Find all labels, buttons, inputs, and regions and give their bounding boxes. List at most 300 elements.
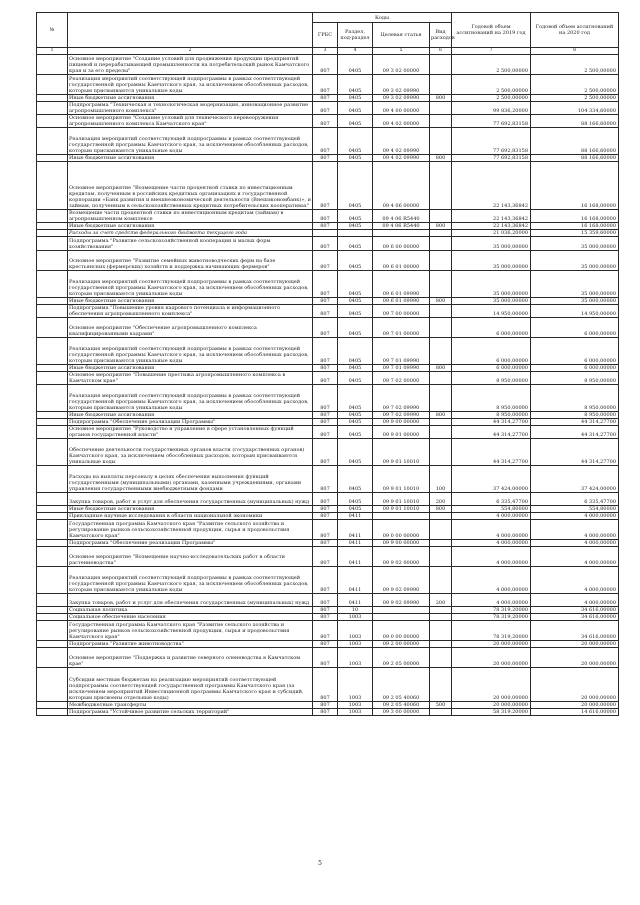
row-number-cell [37, 223, 68, 230]
row-name-cell: Основное мероприятие "Создание условий для продвижения продукции предприятий пищевой и перерабатывающей промышленности на потребительский рынок Камчатского края и за его пределы" [68, 55, 313, 75]
row-2019-cell: 44 314,27700 [452, 439, 531, 466]
row-name-cell: Социальная политика [68, 607, 313, 614]
row-grbs-cell: 807 [313, 75, 338, 95]
row-grbs-cell: 807 [313, 115, 338, 128]
header-target: Целевая статья [373, 23, 430, 48]
row-2020-cell: 34 616,00000 [531, 614, 619, 621]
row-grbs-cell [313, 230, 338, 237]
row-2019-cell: 37 424,00000 [452, 466, 531, 493]
row-2020-cell: 44 314,27700 [531, 426, 619, 439]
row-2020-cell: 2 500,00000 [531, 55, 619, 75]
row-target-cell: 09 7 02 09990 [373, 385, 430, 412]
row-vid-cell [430, 547, 452, 567]
column-number: 2 [68, 48, 313, 55]
row-2020-cell: 4 000,00000 [531, 520, 619, 540]
row-name-cell: Подпрограмма "Устойчивое развитие сельских территорий" [68, 709, 313, 716]
row-target-cell: 09 6 01 09990 [373, 271, 430, 298]
row-grbs-cell: 807 [313, 210, 338, 223]
row-name-cell: Возмещение части процентной ставки по инвестиционным кредитам (займам) в агропромышленном комплексе [68, 210, 313, 223]
row-name-cell: Иные бюджетные ассигнования [68, 155, 313, 162]
row-2019-cell: 77 692,83158 [452, 128, 531, 155]
row-grbs-cell: 807 [313, 621, 338, 641]
row-vid-cell [430, 614, 452, 621]
row-grbs-cell: 807 [313, 506, 338, 513]
row-vid-cell [430, 607, 452, 614]
row-2019-cell: 99 836,20000 [452, 102, 531, 115]
row-name-cell: Основное мероприятие "Создание условий для технического перевооружения агропромышленного комплекса Камчатского края" [68, 115, 313, 128]
header-codes: Коды [313, 13, 452, 23]
row-name-cell: Социальное обеспечение населения [68, 614, 313, 621]
row-razdel-cell: 1003 [338, 614, 373, 621]
table-row [37, 55, 619, 75]
row-2020-cell: 6 335,47700 [531, 493, 619, 506]
row-vid-cell [430, 439, 452, 466]
row-name-cell: Основное мероприятие "Руководство и управление в сфере установленных функций органов государственной власти" [68, 426, 313, 439]
row-number-cell [37, 251, 68, 271]
row-grbs-cell: 807 [313, 607, 338, 614]
row-razdel-cell: 1003 [338, 668, 373, 702]
row-name-cell: Обеспечение деятельности государственных органов власти (государственных органов) Камчатского края, за исключением обособленных расходов, которым присваиваются уникальные коды [68, 439, 313, 466]
row-razdel-cell: 0411 [338, 513, 373, 520]
row-vid-cell [430, 419, 452, 426]
row-razdel-cell: 0405 [338, 385, 373, 412]
row-razdel-cell: 0411 [338, 594, 373, 607]
row-name-cell: Подпрограмма "Обеспечение реализации Программы" [68, 540, 313, 547]
row-2020-cell: 104 334,60000 [531, 102, 619, 115]
row-name-cell: Субсидии местным бюджетам на реализацию мероприятий соответствующей подпрограммы соответствующей государственной программы Камчатского края (за исключением мероприятий Инвестиционной программы Камчатского края и субсидий, которым присвоены отдельные коды) [68, 668, 313, 702]
row-target-cell: 09 9 00 00000 [373, 419, 430, 426]
row-grbs-cell: 807 [313, 513, 338, 520]
row-target-cell: 09 2 05 00000 [373, 648, 430, 668]
row-number-cell [37, 540, 68, 547]
row-razdel-cell: 0405 [338, 210, 373, 223]
row-2020-cell: 2 500,00000 [531, 75, 619, 95]
row-target-cell: 09 4 02 00000 [373, 115, 430, 128]
row-2019-cell: 35 000,00000 [452, 251, 531, 271]
row-grbs-cell: 807 [313, 709, 338, 716]
row-target-cell: 09 9 00 00000 [373, 540, 430, 547]
row-vid-cell [430, 237, 452, 251]
row-razdel-cell [338, 230, 373, 237]
row-vid-cell [430, 210, 452, 223]
row-number-cell [37, 55, 68, 75]
row-2019-cell: 2 500,00000 [452, 55, 531, 75]
row-2020-cell: 34 616,00000 [531, 607, 619, 614]
row-2019-cell: 22 143,36842 [452, 210, 531, 223]
table-row [37, 439, 619, 466]
row-2020-cell: 37 424,00000 [531, 466, 619, 493]
column-number: 3 [313, 48, 338, 55]
row-grbs-cell: 807 [313, 55, 338, 75]
table-row [37, 547, 619, 567]
row-grbs-cell: 807 [313, 547, 338, 567]
row-grbs-cell: 807 [313, 128, 338, 155]
row-2019-cell: 4 000,00000 [452, 547, 531, 567]
row-vid-cell [430, 338, 452, 365]
table-row [37, 702, 619, 709]
table-row [37, 95, 619, 102]
row-2020-cell: 4 000,00000 [531, 594, 619, 607]
row-2019-cell: 44 314,27700 [452, 419, 531, 426]
row-razdel-cell: 0405 [338, 298, 373, 305]
row-target-cell: 09 4 02 09990 [373, 128, 430, 155]
row-vid-cell [430, 75, 452, 95]
row-vid-cell [430, 621, 452, 641]
row-2019-cell: 8 950,00000 [452, 372, 531, 385]
row-2020-cell: 2 500,00000 [531, 95, 619, 102]
row-razdel-cell: 10 [338, 607, 373, 614]
row-2019-cell: 4 000,00000 [452, 513, 531, 520]
row-2020-cell: 44 314,27700 [531, 439, 619, 466]
row-vid-cell: 200 [430, 594, 452, 607]
row-grbs-cell: 807 [313, 520, 338, 540]
row-2020-cell: 15 359,60000 [531, 230, 619, 237]
row-2020-cell: 44 314,27700 [531, 419, 619, 426]
column-number-row [37, 48, 619, 55]
row-2020-cell: 35 000,00000 [531, 271, 619, 298]
row-name-cell: Подпрограмма "Повышение уровня кадрового потенциала и информационного обеспечения агропромышленного комплекса" [68, 305, 313, 318]
row-2020-cell: 4 000,00000 [531, 567, 619, 594]
row-number-cell [37, 621, 68, 641]
table-row [37, 155, 619, 162]
row-target-cell: 09 2 05 40060 [373, 668, 430, 702]
header-2019: Годовой объем ассигнований на 2019 год [452, 13, 531, 48]
row-name-cell: Расходы на выплаты персоналу в целях обеспечения выполнения функций государственными (муниципальными) органами, казенными учреждениями, органами управления государственными внебюджетными фондами [68, 466, 313, 493]
row-grbs-cell: 807 [313, 466, 338, 493]
row-vid-cell: 800 [430, 412, 452, 419]
row-name-cell: Подпрограмма "Обеспечение реализации Программы" [68, 419, 313, 426]
row-name-cell: Подпрограмма "Развитие животноводства" [68, 641, 313, 648]
row-target-cell: 09 3 00 00000 [373, 709, 430, 716]
row-target-cell: 09 9 02 09990 [373, 567, 430, 594]
row-2020-cell: 88 166,60000 [531, 128, 619, 155]
row-name-cell: Подпрограмма "Техническая и технологическая модернизация, инновационное развитие агропромышленного комплекса" [68, 102, 313, 115]
row-name-cell: Прикладные научные исследования в области национальной экономики [68, 513, 313, 520]
row-vid-cell [430, 540, 452, 547]
row-2020-cell: 20 000,00000 [531, 648, 619, 668]
row-number-cell [37, 466, 68, 493]
row-razdel-cell: 0405 [338, 412, 373, 419]
row-razdel-cell: 0405 [338, 506, 373, 513]
row-vid-cell [430, 102, 452, 115]
row-razdel-cell: 0411 [338, 520, 373, 540]
row-number-cell [37, 365, 68, 372]
row-2019-cell: 6 335,47700 [452, 493, 531, 506]
row-target-cell: 09 9 01 10010 [373, 439, 430, 466]
row-2020-cell: 20 000,00000 [531, 668, 619, 702]
row-number-cell [37, 426, 68, 439]
table-row [37, 607, 619, 614]
row-2019-cell: 14 950,00000 [452, 305, 531, 318]
row-2019-cell: 77 692,83158 [452, 155, 531, 162]
row-razdel-cell: 1003 [338, 641, 373, 648]
column-number: 1 [37, 48, 68, 55]
table-row [37, 223, 619, 230]
row-razdel-cell: 0405 [338, 318, 373, 338]
row-2019-cell: 35 000,00000 [452, 271, 531, 298]
table-row [37, 648, 619, 668]
column-number: 4 [338, 48, 373, 55]
row-2019-cell: 6 000,00000 [452, 318, 531, 338]
budget-table [36, 12, 619, 716]
row-name-cell: Основное мероприятие "Повышение престижа агропромышленного комплекса в Камчатском крае" [68, 372, 313, 385]
row-grbs-cell: 807 [313, 223, 338, 230]
row-2020-cell: 88 166,60000 [531, 115, 619, 128]
row-target-cell: 09 9 01 00000 [373, 426, 430, 439]
row-grbs-cell: 807 [313, 237, 338, 251]
row-razdel-cell: 0405 [338, 419, 373, 426]
row-target-cell [373, 230, 430, 237]
row-2020-cell: 4 000,00000 [531, 547, 619, 567]
table-row [37, 365, 619, 372]
budget-table-sheet [36, 12, 618, 716]
row-target-cell: 09 9 01 10010 [373, 466, 430, 493]
row-vid-cell: 200 [430, 493, 452, 506]
row-target-cell: 09 4 06 R5440 [373, 210, 430, 223]
row-number-cell [37, 372, 68, 385]
row-grbs-cell: 807 [313, 668, 338, 702]
table-row [37, 305, 619, 318]
row-name-cell: Основное мероприятие "Возмещение части процентной ставки по инвестиционным кредитам, полученным в российских кредитных организациях и государственной корпорации «Банк развития и внешнеэкономической деятельности (Внешэкономбанк)», и займам, полученным в сельскохозяйственных кредитных потребительских кооперативах" [68, 162, 313, 210]
row-vid-cell [430, 372, 452, 385]
row-2019-cell: 4 000,00000 [452, 520, 531, 540]
table-row [37, 102, 619, 115]
row-grbs-cell: 807 [313, 372, 338, 385]
row-razdel-cell: 0405 [338, 271, 373, 298]
row-grbs-cell: 807 [313, 102, 338, 115]
row-target-cell: 09 3 02 09990 [373, 95, 430, 102]
header-2020: Годовой объем ассигнований на 2020 год [531, 13, 619, 48]
header-row-top [37, 13, 619, 23]
row-2019-cell: 78 319,20000 [452, 621, 531, 641]
row-number-cell [37, 702, 68, 709]
header-grbs: ГРБС [313, 23, 338, 48]
row-2019-cell: 44 314,27700 [452, 426, 531, 439]
row-vid-cell: 800 [430, 223, 452, 230]
row-2020-cell: 8 950,00000 [531, 385, 619, 412]
row-2019-cell: 35 000,00000 [452, 237, 531, 251]
row-number-cell [37, 506, 68, 513]
row-grbs-cell: 807 [313, 702, 338, 709]
row-2020-cell: 20 000,00000 [531, 641, 619, 648]
row-target-cell: 09 6 00 00000 [373, 237, 430, 251]
row-razdel-cell: 0405 [338, 305, 373, 318]
row-vid-cell [430, 520, 452, 540]
row-vid-cell [430, 162, 452, 210]
row-razdel-cell: 0405 [338, 162, 373, 210]
row-razdel-cell: 0405 [338, 155, 373, 162]
row-target-cell: 09 4 06 00000 [373, 162, 430, 210]
row-number-cell [37, 668, 68, 702]
row-2019-cell: 20 000,00000 [452, 641, 531, 648]
row-razdel-cell: 0405 [338, 338, 373, 365]
row-name-cell: Государственная программа Камчатского края "Развитие сельского хозяйства и регулирование рынков сельскохозяйственной продукции, сырья и продовольствия Камчатского края" [68, 520, 313, 540]
row-vid-cell [430, 128, 452, 155]
header-name [68, 13, 313, 48]
row-grbs-cell: 807 [313, 419, 338, 426]
row-razdel-cell: 1003 [338, 702, 373, 709]
row-name-cell: Основное мероприятие "Обеспечение агропромышленного комплекса квалифицированными кадрами" [68, 318, 313, 338]
row-number-cell [37, 318, 68, 338]
row-grbs-cell: 807 [313, 594, 338, 607]
row-number-cell [37, 95, 68, 102]
row-vid-cell [430, 426, 452, 439]
row-number-cell [37, 493, 68, 506]
row-number-cell [37, 210, 68, 223]
table-row [37, 520, 619, 540]
row-name-cell: Подпрограмма "Развитие сельскохозяйственной кооперации и малых форм хозяйствования" [68, 237, 313, 251]
row-number-cell [37, 412, 68, 419]
row-grbs-cell: 807 [313, 305, 338, 318]
table-row [37, 412, 619, 419]
row-target-cell: 09 3 02 09990 [373, 75, 430, 95]
row-razdel-cell: 0405 [338, 102, 373, 115]
row-2020-cell: 4 000,00000 [531, 540, 619, 547]
row-number-cell [37, 102, 68, 115]
table-row [37, 298, 619, 305]
row-razdel-cell: 0405 [338, 115, 373, 128]
row-name-cell: Иные бюджетные ассигнования [68, 506, 313, 513]
row-vid-cell [430, 230, 452, 237]
row-target-cell [373, 513, 430, 520]
row-target-cell: 09 2 05 40060 [373, 702, 430, 709]
row-target-cell: 09 9 02 00000 [373, 547, 430, 567]
row-vid-cell [430, 271, 452, 298]
table-row [37, 513, 619, 520]
row-target-cell: 09 7 00 00000 [373, 305, 430, 318]
table-row [37, 668, 619, 702]
row-grbs-cell: 807 [313, 298, 338, 305]
row-2019-cell: 20 000,00000 [452, 648, 531, 668]
table-row [37, 641, 619, 648]
row-target-cell: 09 9 01 10010 [373, 506, 430, 513]
row-2020-cell: 35 000,00000 [531, 251, 619, 271]
row-vid-cell: 500 [430, 702, 452, 709]
row-2019-cell: 21 036,20000 [452, 230, 531, 237]
row-name-cell: Иные бюджетные ассигнования [68, 95, 313, 102]
row-vid-cell [430, 668, 452, 702]
row-vid-cell [430, 648, 452, 668]
row-number-cell [37, 607, 68, 614]
row-2019-cell: 4 000,00000 [452, 567, 531, 594]
row-2019-cell: 4 000,00000 [452, 540, 531, 547]
row-number-cell [37, 567, 68, 594]
row-2020-cell: 6 000,00000 [531, 318, 619, 338]
table-row [37, 594, 619, 607]
row-grbs-cell: 807 [313, 439, 338, 466]
row-number-cell [37, 439, 68, 466]
row-name-cell: Иные бюджетные ассигнования [68, 412, 313, 419]
row-target-cell [373, 607, 430, 614]
row-grbs-cell: 807 [313, 493, 338, 506]
table-row [37, 162, 619, 210]
row-grbs-cell: 807 [313, 318, 338, 338]
header-vid: Вид расходов [430, 23, 452, 48]
row-razdel-cell: 1003 [338, 709, 373, 716]
row-name-cell: Расходы за счет средств федерального бюджета текущего года [68, 230, 313, 237]
row-grbs-cell: 807 [313, 162, 338, 210]
table-row [37, 385, 619, 412]
row-target-cell: 09 7 02 09990 [373, 412, 430, 419]
row-2019-cell: 8 950,00000 [452, 412, 531, 419]
row-2019-cell: 58 319,20000 [452, 709, 531, 716]
row-vid-cell [430, 709, 452, 716]
row-2019-cell: 2 500,00000 [452, 95, 531, 102]
row-number-cell [37, 709, 68, 716]
row-grbs-cell: 807 [313, 412, 338, 419]
row-grbs-cell: 807 [313, 365, 338, 372]
table-row [37, 426, 619, 439]
row-number-cell [37, 237, 68, 251]
table-row [37, 614, 619, 621]
row-target-cell [373, 614, 430, 621]
row-target-cell: 09 4 06 R5440 [373, 223, 430, 230]
row-2020-cell: 554,80000 [531, 506, 619, 513]
row-number-cell [37, 271, 68, 298]
row-vid-cell [430, 251, 452, 271]
row-name-cell: Основное мероприятие "Поддержка и развитие северного оленеводства в Камчатском крае" [68, 648, 313, 668]
row-razdel-cell: 0411 [338, 567, 373, 594]
row-name-cell: Иные бюджетные ассигнования [68, 223, 313, 230]
row-vid-cell: 800 [430, 365, 452, 372]
row-number-cell [37, 594, 68, 607]
table-row [37, 271, 619, 298]
row-number-cell [37, 298, 68, 305]
row-vid-cell [430, 513, 452, 520]
row-2019-cell: 20 000,00000 [452, 668, 531, 702]
row-razdel-cell: 0405 [338, 426, 373, 439]
row-grbs-cell: 807 [313, 567, 338, 594]
table-row [37, 466, 619, 493]
row-2020-cell: 4 000,00000 [531, 513, 619, 520]
row-2019-cell: 6 000,00000 [452, 338, 531, 365]
table-row [37, 128, 619, 155]
row-2019-cell: 554,80000 [452, 506, 531, 513]
row-number-cell [37, 305, 68, 318]
column-number: 8 [531, 48, 619, 55]
row-name-cell: Реализация мероприятий соответствующей подпрограммы в рамках соответствующей государственной программы Камчатского края, за исключением обособленных расходов, которым присваиваются уникальные коды [68, 385, 313, 412]
row-grbs-cell: 807 [313, 95, 338, 102]
row-name-cell: Государственная программа Камчатского края "Развитие сельского хозяйства и регулирование рынков сельскохозяйственной продукции, сырья и продовольствия Камчатского края" [68, 621, 313, 641]
row-razdel-cell: 0405 [338, 223, 373, 230]
row-target-cell: 09 7 01 00000 [373, 318, 430, 338]
row-vid-cell: 800 [430, 95, 452, 102]
row-grbs-cell: 807 [313, 338, 338, 365]
row-razdel-cell: 0405 [338, 466, 373, 493]
row-2020-cell: 20 000,00000 [531, 702, 619, 709]
row-number-cell [37, 547, 68, 567]
row-razdel-cell: 1003 [338, 621, 373, 641]
column-number: 5 [373, 48, 430, 55]
row-target-cell: 09 6 01 00000 [373, 251, 430, 271]
row-name-cell: Реализация мероприятий соответствующей подпрограммы в рамках соответствующей государственной программы Камчатского края, за исключением обособленных расходов, которым присваиваются уникальные коды [68, 75, 313, 95]
row-razdel-cell: 0405 [338, 75, 373, 95]
row-grbs-cell: 807 [313, 540, 338, 547]
row-2019-cell: 22 143,36842 [452, 223, 531, 230]
row-2019-cell: 20 000,00000 [452, 702, 531, 709]
table-row [37, 210, 619, 223]
row-name-cell: Реализация мероприятий соответствующей подпрограммы в рамках соответствующей государственной программы Камчатского края, за исключением обособленных расходов, которым присваиваются уникальные коды [68, 128, 313, 155]
row-razdel-cell: 0411 [338, 547, 373, 567]
row-target-cell: 09 7 01 09990 [373, 365, 430, 372]
row-number-cell [37, 614, 68, 621]
table-row [37, 251, 619, 271]
row-2020-cell: 6 000,00000 [531, 365, 619, 372]
row-2019-cell: 35 000,00000 [452, 298, 531, 305]
row-vid-cell [430, 115, 452, 128]
row-2019-cell: 4 000,00000 [452, 594, 531, 607]
row-target-cell: 09 2 00 00000 [373, 641, 430, 648]
